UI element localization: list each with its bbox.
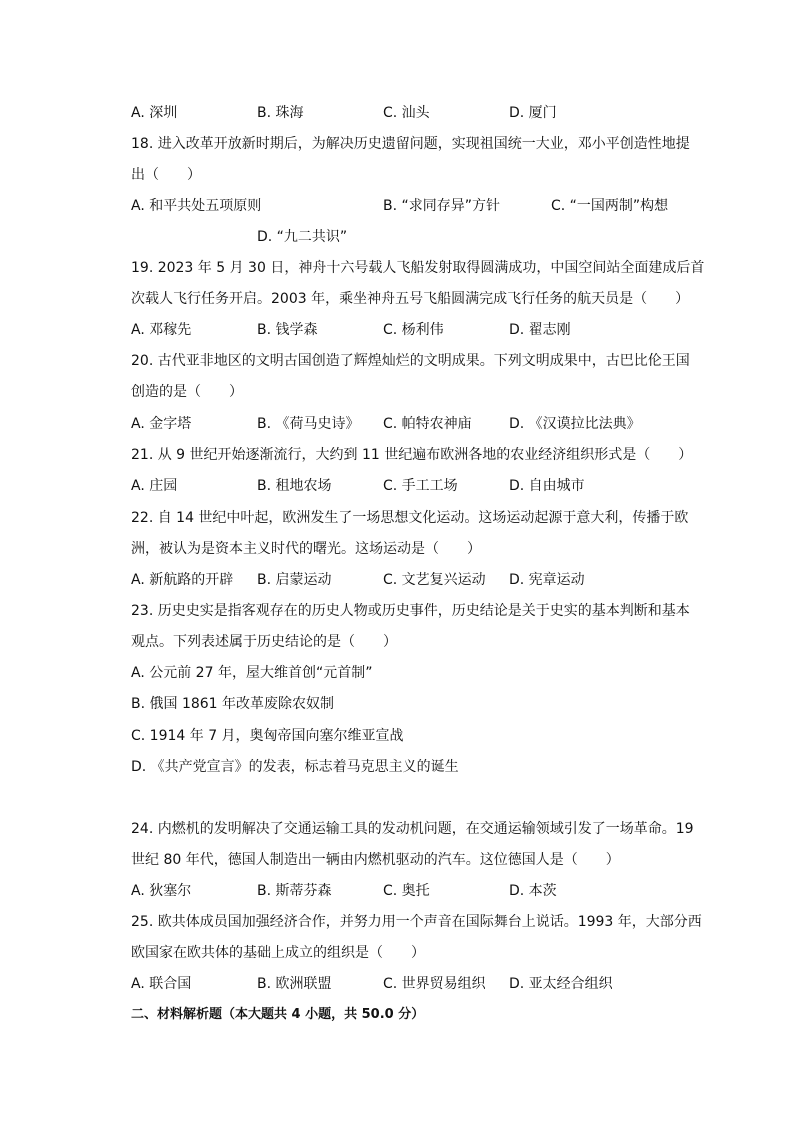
option-d: D. 《汉谟拉比法典》 bbox=[509, 416, 641, 432]
option-b: B. 启蒙运动 bbox=[257, 572, 332, 588]
question-18-stem-line-1: 18. 进入改革开放新时期后，为解决历史遗留问题，实现祖国统一大业，邓小平创造性地提 bbox=[131, 136, 690, 152]
option-b: B. 租地农场 bbox=[257, 478, 332, 494]
question-21-stem-line-1: 21. 从 9 世纪开始逐渐流行，大约到 11 世纪遍布欧洲各地的农业经济组织形式是（ ） bbox=[131, 447, 693, 463]
question-25-stem-line-2: 欧国家在欧共体的基础上成立的组织是（ ） bbox=[131, 945, 425, 961]
option-a: A. 金字塔 bbox=[131, 416, 192, 432]
question-19-stem-line-2: 次载人飞行任务开启。2003 年，乘坐神舟五号飞船圆满完成飞行任务的航天员是（ ） bbox=[131, 291, 690, 307]
option-c: C. 文艺复兴运动 bbox=[383, 572, 486, 588]
option-d: D. 宪章运动 bbox=[509, 572, 585, 588]
option-a: A. 狄塞尔 bbox=[131, 883, 192, 899]
option-d: D. 本茨 bbox=[509, 883, 557, 899]
option-c: C. 奥托 bbox=[383, 883, 430, 899]
option-c: C. 手工工场 bbox=[383, 478, 458, 494]
option-c: C. “一国两制”构想 bbox=[551, 198, 669, 214]
option-b: B. 钱学森 bbox=[257, 322, 318, 338]
option-a: A. 深圳 bbox=[131, 105, 178, 121]
option-c: C. 帕特农神庙 bbox=[383, 416, 472, 432]
option-d: D. “九二共识” bbox=[257, 229, 348, 245]
option-a: A. 庄园 bbox=[131, 478, 178, 494]
option-a: A. 公元前 27 年，屋大维首创“元首制” bbox=[131, 665, 373, 681]
option-b: B. 珠海 bbox=[257, 105, 304, 121]
question-20-stem-line-2: 创造的是（ ） bbox=[131, 384, 243, 400]
option-a: A. 联合国 bbox=[131, 976, 192, 992]
option-b: B. 俄国 1861 年改革废除农奴制 bbox=[131, 696, 335, 712]
option-b: B. “求同存异”方针 bbox=[383, 198, 501, 214]
option-a: A. 和平共处五项原则 bbox=[131, 198, 262, 214]
question-20-stem-line-1: 20. 古代亚非地区的文明古国创造了辉煌灿烂的文明成果。下列文明成果中，古巴比伦王国 bbox=[131, 353, 690, 369]
option-a: A. 新航路的开辟 bbox=[131, 572, 234, 588]
option-b: B. 欧洲联盟 bbox=[257, 976, 332, 992]
option-d: D. 《共产党宣言》的发表，标志着马克思主义的诞生 bbox=[131, 759, 459, 775]
option-c: C. 汕头 bbox=[383, 105, 430, 121]
question-22-stem-line-2: 洲，被认为是资本主义时代的曙光。这场运动是（ ） bbox=[131, 541, 481, 557]
option-d: D. 厦门 bbox=[509, 105, 557, 121]
option-b: B. 斯蒂芬森 bbox=[257, 883, 332, 899]
option-c: C. 1914 年 7 月，奥匈帝国向塞尔维亚宣战 bbox=[131, 728, 404, 744]
option-c: C. 杨利伟 bbox=[383, 322, 444, 338]
question-19-stem-line-1: 19. 2023 年 5 月 30 日，神舟十六号载人飞船发射取得圆满成功，中国空间站全面建成后首 bbox=[131, 260, 705, 276]
option-d: D. 亚太经合组织 bbox=[509, 976, 613, 992]
option-c: C. 世界贸易组织 bbox=[383, 976, 486, 992]
option-a: A. 邓稼先 bbox=[131, 322, 192, 338]
question-24-stem-line-2: 世纪 80 年代，德国人制造出一辆由内燃机驱动的汽车。这位德国人是（ ） bbox=[131, 852, 620, 868]
question-25-stem-line-1: 25. 欧共体成员国加强经济合作，并努力用一个声音在国际舞台上说话。1993 年，大部分西 bbox=[131, 914, 702, 930]
option-d: D. 自由城市 bbox=[509, 478, 585, 494]
section-2-heading: 二、材料解析题（本大题共 4 小题，共 50.0 分） bbox=[131, 1007, 425, 1022]
question-23-stem-line-2: 观点。下列表述属于历史结论的是（ ） bbox=[131, 634, 397, 650]
question-24-stem-line-1: 24. 内燃机的发明解决了交通运输工具的发动机问题，在交通运输领域引发了一场革命。19 bbox=[131, 821, 694, 837]
question-22-stem-line-1: 22. 自 14 世纪中叶起，欧洲发生了一场思想文化运动。这场运动起源于意大利，传播于欧 bbox=[131, 510, 689, 526]
option-d: D. 翟志刚 bbox=[509, 322, 571, 338]
question-23-stem-line-1: 23. 历史史实是指客观存在的历史人物或历史事件，历史结论是关于史实的基本判断和基本 bbox=[131, 603, 690, 619]
option-b: B. 《荷马史诗》 bbox=[257, 416, 360, 432]
question-18-stem-line-2: 出（ ） bbox=[131, 167, 201, 183]
